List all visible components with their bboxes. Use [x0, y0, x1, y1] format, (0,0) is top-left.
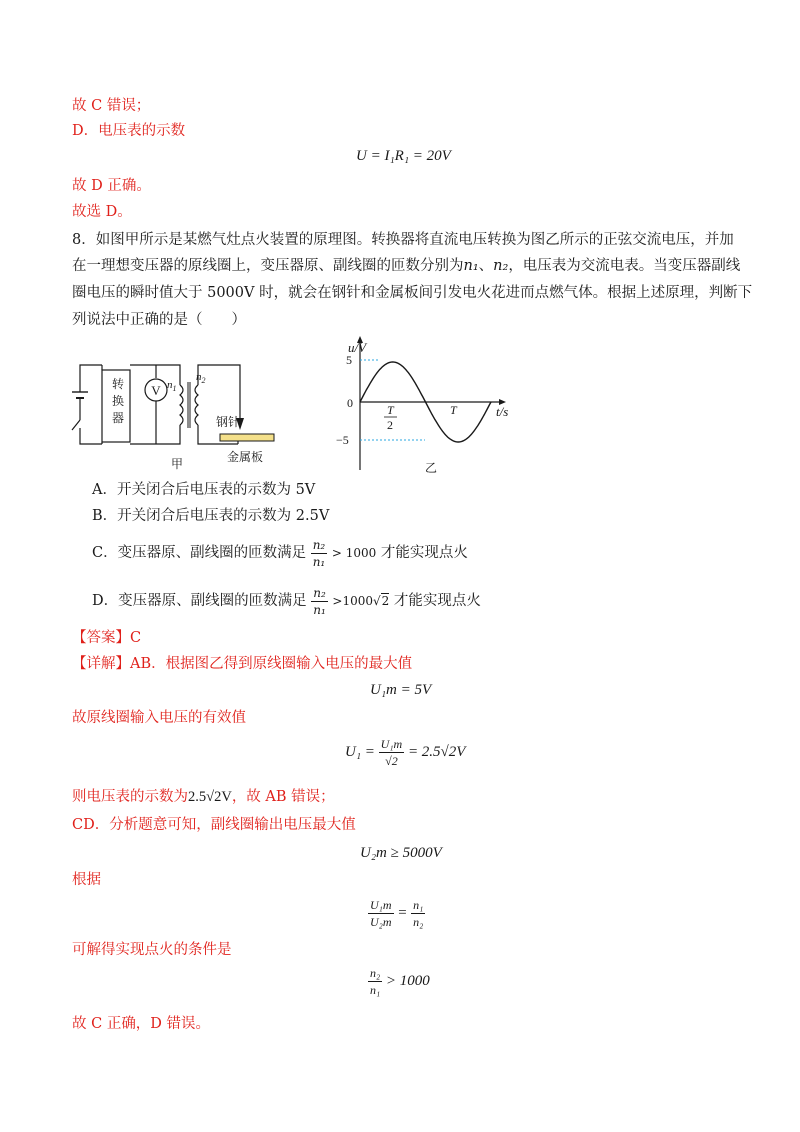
option-c-den: n₁ — [312, 554, 326, 569]
option-d-num: n₂ — [313, 585, 326, 600]
text-c-wrong: 故 C 错误； — [72, 98, 151, 114]
option-c-post: 才能实现点火 — [380, 545, 468, 561]
reading-value: 2.5√2V — [188, 789, 232, 805]
cond-den: n₁ — [370, 983, 381, 998]
question-line-2 — [72, 256, 740, 276]
y-tick-top: 5 — [346, 353, 352, 367]
question-line-3: 圈电压的瞬时值大于 5000V 时，就会在钢针和金属板间引发电火花进而点燃气体。根据上述原理，判断下 — [72, 285, 753, 301]
x-axis-label: t/s — [496, 404, 509, 419]
question-line-4: 列说法中正确的是（ ） — [72, 312, 246, 328]
n2-coil-label: $n_2$ — [196, 371, 206, 385]
text-condition: 可解得实现点火的条件是 — [72, 942, 232, 958]
ratio-right — [411, 897, 425, 930]
cond-relation: > 1000 — [385, 973, 430, 989]
option-d-sqrt: 2 — [381, 594, 390, 608]
ratio-left — [368, 897, 394, 930]
separator: 、 — [478, 258, 494, 274]
switch-blade — [72, 420, 80, 430]
y-tick-zero: 0 — [347, 396, 353, 410]
converter-char-3: 器 — [111, 411, 124, 425]
answer-label: 【答案】C — [72, 630, 142, 646]
equation-u-ir: U = I₁R₁ = 20V — [356, 148, 451, 164]
reading-pre: 则电压表的示数为 — [72, 789, 188, 805]
option-c — [92, 536, 468, 570]
metal-plate — [220, 434, 274, 441]
text-d-correct: 故 D 正确。 — [72, 178, 151, 194]
equation-condition — [368, 963, 430, 999]
primary-coil — [180, 385, 183, 425]
option-c-pre: C．变压器原、副线圈的匝数满足 — [92, 545, 307, 561]
equation-ratio — [368, 893, 425, 933]
converter-char-2: 换 — [111, 394, 124, 408]
n2-symbol: n₂ — [493, 258, 509, 274]
option-d-relation: >1000 — [332, 594, 373, 608]
equation-u1 — [345, 735, 465, 769]
eq-u1-num: U₁m — [380, 737, 403, 752]
cond-fraction — [368, 965, 382, 998]
sqrt-symbol: √ — [372, 594, 381, 608]
option-c-fraction — [311, 537, 328, 570]
answer-detail: 【详解】AB．根据图乙得到原线圈输入电压的最大值 — [72, 656, 413, 672]
x-tick-half-den: 2 — [387, 418, 393, 432]
question-line-2a: 在一理想变压器的原线圈上，变压器原、副线圈的匝数分别为 — [72, 258, 464, 274]
converter-char-1: 转 — [111, 377, 124, 391]
eq-u1-fraction — [379, 736, 405, 769]
question-line-1: 8．如图甲所示是某燃气灶点火装置的原理图。转换器将直流电压转换为图乙所示的正弦交流电压，并加 — [72, 232, 734, 248]
n1-coil-label: $n_1$ — [167, 379, 177, 393]
reading-post: ，故 AB 错误； — [231, 789, 335, 805]
text-effective: 故原线圈输入电压的有效值 — [72, 710, 246, 726]
text-conclusion: 故 C 正确，D 错误。 — [72, 1016, 211, 1032]
ratio-num-left: U₁m — [370, 898, 392, 913]
equation-u1m: U₁m = 5V — [370, 682, 432, 698]
text-choose-d: 故选 D。 — [72, 204, 132, 220]
secondary-coil — [195, 385, 198, 425]
text-according: 根据 — [72, 872, 101, 888]
question-line-2b: ，电压表为交流电表。当变压器副线 — [508, 258, 741, 274]
text-cd: CD．分析题意可知，副线圈输出电压最大值 — [72, 817, 356, 833]
circuit-diagram — [70, 350, 290, 475]
eq-u1-rhs: = 2.5√2V — [407, 744, 466, 760]
option-d — [92, 584, 481, 618]
y-axis-label: u/V — [348, 340, 367, 355]
n1-symbol: n₁ — [463, 258, 479, 274]
ratio-num-right: n₁ — [413, 898, 424, 913]
option-c-relation: > 1000 — [331, 546, 377, 560]
option-d-fraction — [311, 585, 328, 618]
option-d-pre: D．变压器原、副线圈的匝数满足 — [92, 593, 307, 609]
cond-num: n₂ — [370, 966, 381, 981]
equals-sign: = — [397, 905, 408, 921]
plate-label: 金属板 — [227, 450, 264, 464]
option-a: A．开关闭合后电压表的示数为 5V — [92, 482, 316, 498]
sine-chart — [330, 330, 530, 475]
option-d-post: 才能实现点火 — [393, 593, 481, 609]
needle-label: 钢针 — [216, 415, 241, 429]
text-d-label: D．电压表的示数 — [72, 123, 186, 139]
voltmeter-label: V — [151, 383, 161, 398]
ratio-den-right: n₂ — [413, 915, 424, 930]
option-d-den: n₁ — [313, 602, 326, 617]
ratio-den-left: U₂m — [370, 915, 392, 930]
equation-u2m: U₂m ≥ 5000V — [360, 845, 442, 861]
y-tick-bottom: −5 — [336, 433, 349, 447]
eq-u1-den: √2 — [385, 754, 398, 769]
figure-a-caption: 甲 — [171, 457, 184, 471]
figure-b-caption: 乙 — [425, 461, 438, 475]
option-b: B．开关闭合后电压表的示数为 2.5V — [92, 508, 330, 524]
option-c-num: n₂ — [312, 537, 326, 552]
text-reading — [72, 787, 335, 807]
eq-u1-lhs: U₁ = — [345, 744, 375, 760]
x-tick-full: T — [450, 403, 457, 417]
converter-label — [104, 376, 132, 427]
x-tick-half-num: T — [387, 403, 394, 417]
